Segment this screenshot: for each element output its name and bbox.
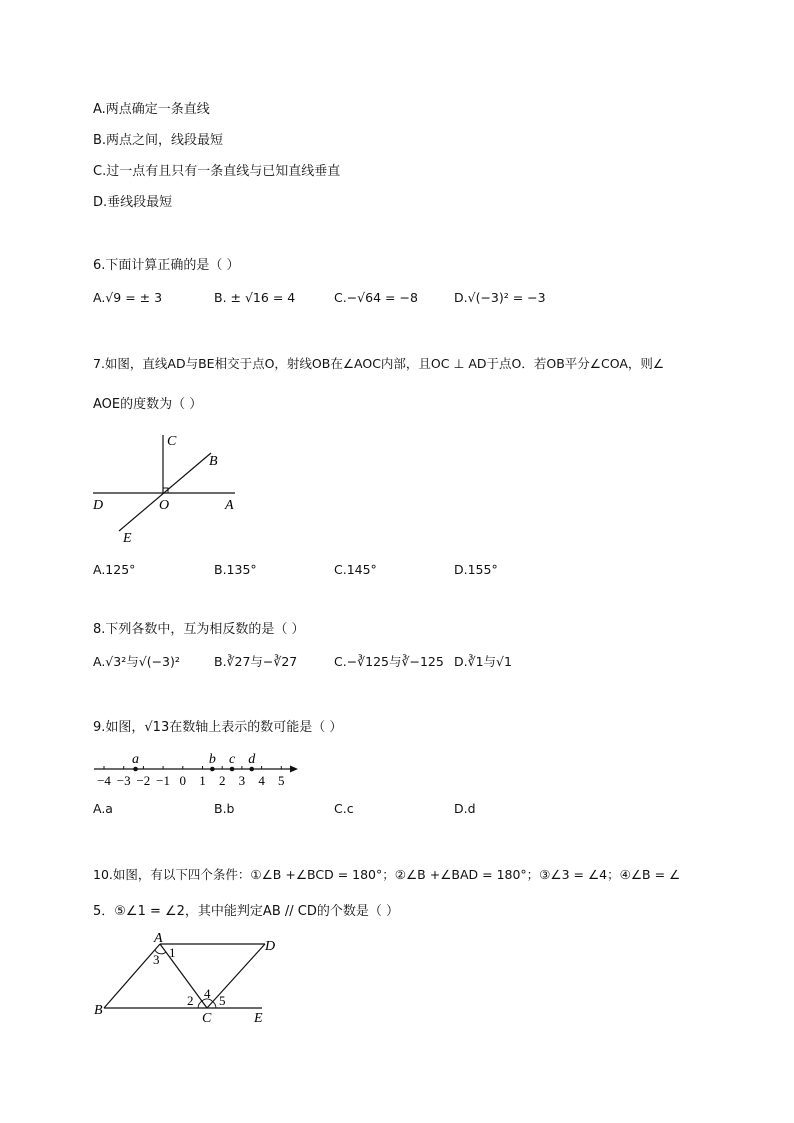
axis-tick-label: 2 <box>218 773 226 788</box>
axis-tick-label: −3 <box>116 773 131 788</box>
axis-tick-label: −4 <box>97 773 111 788</box>
q10-label-e: E <box>254 1011 263 1025</box>
q8-stem: 8.下列各数中，互为相反数的是（ ） <box>93 622 305 637</box>
axis-tick-label: 0 <box>179 773 187 788</box>
q7-stem-line2: AOE的度数为（ ） <box>93 397 203 412</box>
q8-option-c: C.−∛125与∛−125 <box>334 654 444 669</box>
q10-label-d: D <box>265 939 276 954</box>
q10-stem-line1: 10.如图，有以下四个条件：①∠B +∠BCD = 180°；②∠B +∠BAD = 180°；③∠3 = ∠4；④∠B = ∠ <box>93 867 681 882</box>
point-b <box>210 767 215 772</box>
q9-option-c: C.c <box>334 801 354 816</box>
q10-label-b: B <box>94 1003 103 1018</box>
q10-angle-4: 4 <box>204 986 211 1001</box>
q7-label-e: E <box>123 531 132 546</box>
q7-figure <box>85 425 255 550</box>
q7-stem-line1: 7.如图，直线AD与BE相交于点O，射线OB在∠AOC内部，且OC ⊥ AD于点O．若OB平分∠COA，则∠ <box>93 356 665 371</box>
q8-option-d: D.∛1与√1 <box>454 654 512 669</box>
q10-figure <box>90 930 290 1025</box>
q10-angle-3: 3 <box>153 952 160 967</box>
q10-stem-line2: 5．⑤∠1 = ∠2，其中能判定AB // CD的个数是（ ） <box>93 904 399 919</box>
q6-stem: 6.下面计算正确的是（ ） <box>93 258 240 273</box>
axis-tick-label: 1 <box>199 773 206 788</box>
q9-option-a: A.a <box>93 801 113 816</box>
point-label-b: b <box>208 752 216 767</box>
q6-option-b: B. ± √16 = 4 <box>214 290 296 305</box>
axis-tick-label: 5 <box>278 773 285 788</box>
point-label-c: c <box>228 752 236 767</box>
q7-option-c: C.145° <box>334 562 377 577</box>
axis-tick-label: 3 <box>238 773 246 788</box>
q9-stem: 9.如图，√13在数轴上表示的数可能是（ ） <box>93 720 343 735</box>
q10-angle-1: 1 <box>169 945 176 960</box>
point-c <box>230 767 235 772</box>
q9-option-d: D.d <box>454 801 476 816</box>
q7-label-d: D <box>93 498 104 513</box>
q8-option-b: B.∛27与−∛27 <box>214 654 298 669</box>
q7-label-c: C <box>167 434 177 449</box>
point-label-d: d <box>248 752 256 767</box>
point-d <box>249 767 254 772</box>
q10-label-c: C <box>202 1011 212 1025</box>
q5-option-c: C.过一点有且只有一条直线与已知直线垂直 <box>93 164 341 179</box>
q7-option-a: A.125° <box>93 562 136 577</box>
q7-label-b: B <box>209 454 218 469</box>
q5-option-d: D.垂线段最短 <box>93 195 173 210</box>
q10-angle-2: 2 <box>187 993 194 1008</box>
q9-option-b: B.b <box>214 801 235 816</box>
q5-option-b: B.两点之间，线段最短 <box>93 133 224 148</box>
q7-option-d: D.155° <box>454 562 498 577</box>
axis-tick-label: −1 <box>156 773 171 788</box>
q7-option-b: B.135° <box>214 562 257 577</box>
q6-option-a: A.√9 = ± 3 <box>93 290 163 305</box>
q6-option-c: C.−√64 = −8 <box>334 290 418 305</box>
q7-label-o: O <box>159 498 170 513</box>
q8-option-a: A.√3²与√(−3)² <box>93 654 180 669</box>
q9-number-line <box>88 748 308 792</box>
q10-label-a: A <box>154 931 163 946</box>
q10-angle-5: 5 <box>219 993 226 1008</box>
point-label-a: a <box>132 752 140 767</box>
q7-label-a: A <box>225 498 234 513</box>
q6-option-d: D.√(−3)² = −3 <box>454 290 546 305</box>
q5-option-a: A.两点确定一条直线 <box>93 102 210 117</box>
axis-tick-label: 4 <box>258 773 265 788</box>
point-a <box>133 767 138 772</box>
axis-tick-label: −2 <box>136 773 151 788</box>
